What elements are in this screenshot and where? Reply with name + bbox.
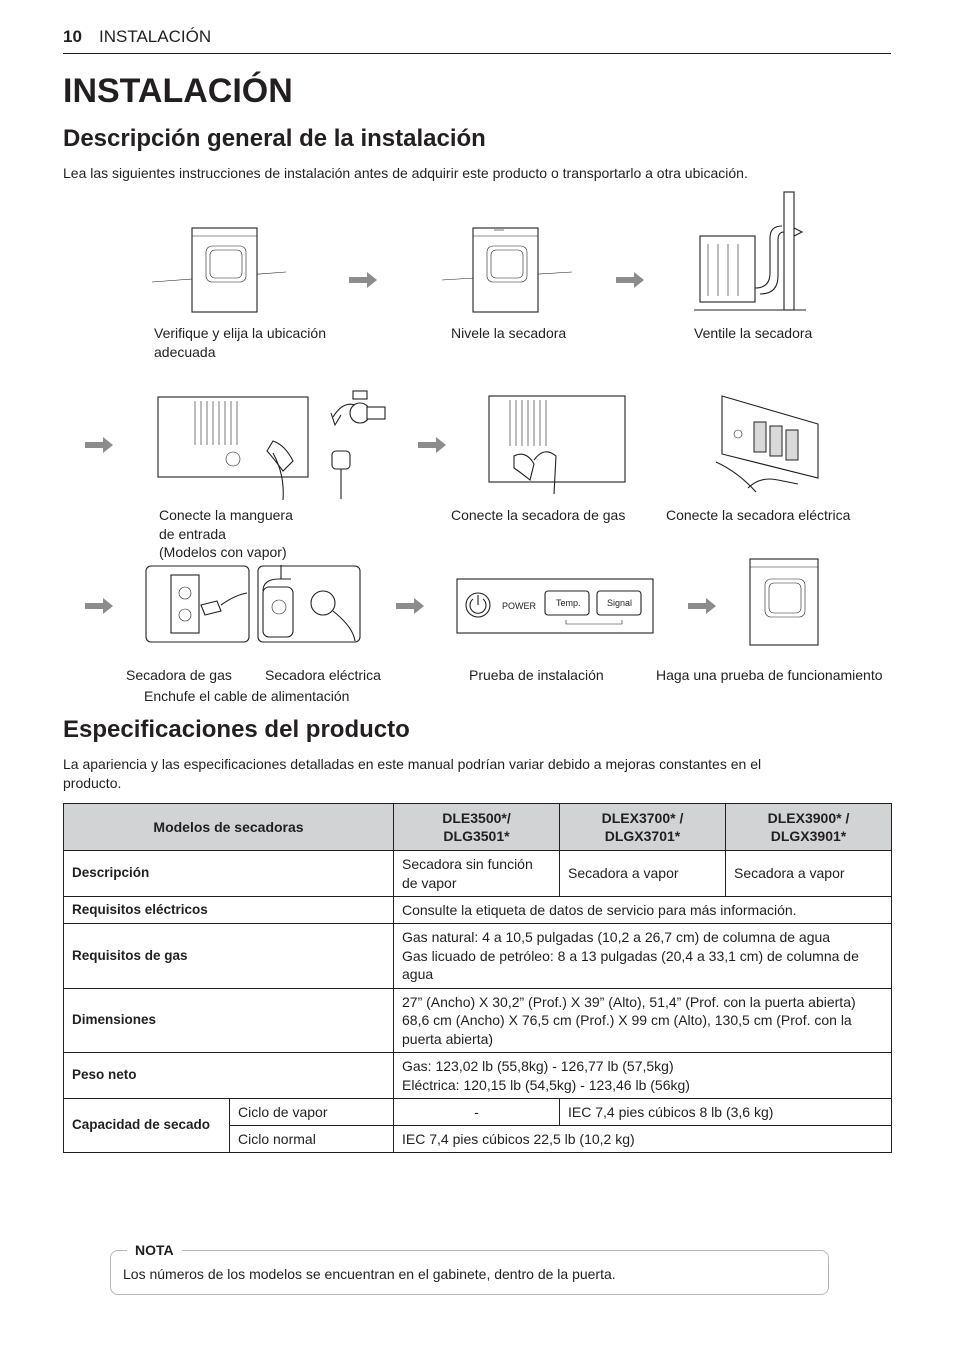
electric-connection-illustration xyxy=(708,392,828,504)
control-panel-illustration xyxy=(456,578,654,635)
plug-gas-caption: Secadora de gas xyxy=(126,667,232,683)
electric-plug-illustration xyxy=(257,565,362,644)
page-header xyxy=(63,27,891,54)
table-row: Capacidad de secado Ciclo de vapor - IEC 7,4 pies cúbicos 8 lb (3,6 kg) xyxy=(64,1099,892,1126)
plug-electric-caption: Secadora eléctrica xyxy=(265,667,381,683)
step-gas-caption: Conecte la secadora de gas xyxy=(451,507,626,523)
models-header: Modelos de secadoras xyxy=(64,804,394,851)
step-electric-caption: Conecte la secadora eléctrica xyxy=(666,507,851,523)
overview-intro: Lea las siguientes instrucciones de instalación antes de adquirir este producto o transportarlo a otra ubicación. xyxy=(63,165,748,181)
arrow-icon xyxy=(616,272,646,288)
table-header-row xyxy=(64,804,892,851)
dryer-location-illustration xyxy=(150,222,290,317)
arrow-icon xyxy=(396,598,426,614)
test-install-caption: Prueba de instalación xyxy=(469,667,604,683)
table-row: Requisitos eléctricos Consulte la etiqueta de datos de servicio para más información. xyxy=(64,897,892,924)
specs-heading: Especificaciones del producto xyxy=(63,716,410,743)
gas-plug-illustration xyxy=(145,565,251,644)
inlet-hose-illustration xyxy=(155,385,395,503)
dryer-vent-illustration xyxy=(690,188,810,318)
arrow-icon xyxy=(349,272,379,288)
model-3-header: DLEX3900* / DLGX3901* xyxy=(726,804,892,851)
gas-connection-illustration xyxy=(484,390,634,508)
table-row: Descripción Secadora sin función de vapor Secadora a vapor Secadora a vapor xyxy=(64,851,892,897)
note-box xyxy=(110,1242,829,1295)
power-label: POWER xyxy=(502,601,537,611)
overview-heading: Descripción general de la instalación xyxy=(63,125,486,152)
page-title: INSTALACIÓN xyxy=(63,72,293,110)
step-location-caption: Verifique y elija la ubicación adecuada xyxy=(154,325,326,360)
step-hose-caption: Conecte la manguera de entrada (Modelos con vapor) xyxy=(159,507,293,560)
table-row: Requisitos de gas Gas natural: 4 a 10,5 pulgadas (10,2 a 26,7 cm) de columna de agua Gas licuado de petróleo: 8 a 13 pulgadas (20,4 a 33,1 cm) de columna de agua xyxy=(64,924,892,989)
section-name: INSTALACIÓN xyxy=(99,27,212,46)
table-row: Dimensiones 27” (Ancho) X 30,2” (Prof.) X 39” (Alto), 51,4” (Prof. con la puerta abierta) 68,6 cm (Ancho) X 76,5 cm (Prof.) X 99 cm (Alto), 130,5 cm (Prof. con la puerta abierta) xyxy=(64,989,892,1053)
table-row: Peso neto Gas: 123,02 lb (55,8kg) - 126,77 lb (57,5kg) Eléctrica: 120,15 lb (54,5kg) - 123,46 lb (56kg) xyxy=(64,1053,892,1099)
dryer-level-illustration xyxy=(440,222,580,317)
arrow-icon xyxy=(85,598,115,614)
signal-label: Signal xyxy=(607,598,633,608)
test-run-caption: Haga una prueba de funcionamiento xyxy=(656,667,883,683)
temp-label: Temp. xyxy=(556,598,581,608)
arrow-icon xyxy=(418,437,448,453)
step-vent-caption: Ventile la secadora xyxy=(694,325,813,341)
plug-caption: Enchufe el cable de alimentación xyxy=(144,688,350,704)
spec-table xyxy=(63,803,892,1153)
note-label: NOTA xyxy=(127,1242,182,1258)
arrow-icon xyxy=(85,437,115,453)
table-row: Ciclo normal IEC 7,4 pies cúbicos 22,5 lb (10,2 kg) xyxy=(64,1126,892,1153)
page-number: 10 xyxy=(63,27,82,46)
model-2-header: DLEX3700* / DLGX3701* xyxy=(560,804,726,851)
note-text: Los números de los modelos se encuentran en el gabinete, dentro de la puerta. xyxy=(123,1266,616,1282)
step-level-caption: Nivele la secadora xyxy=(451,325,567,341)
arrow-icon xyxy=(688,598,718,614)
specs-intro: La apariencia y las especificaciones detalladas en este manual podrían variar debido a mejoras constantes en el producto. xyxy=(63,756,762,791)
model-1-header: DLE3500*/ DLG3501* xyxy=(394,804,560,851)
dryer-test-illustration xyxy=(745,555,835,651)
